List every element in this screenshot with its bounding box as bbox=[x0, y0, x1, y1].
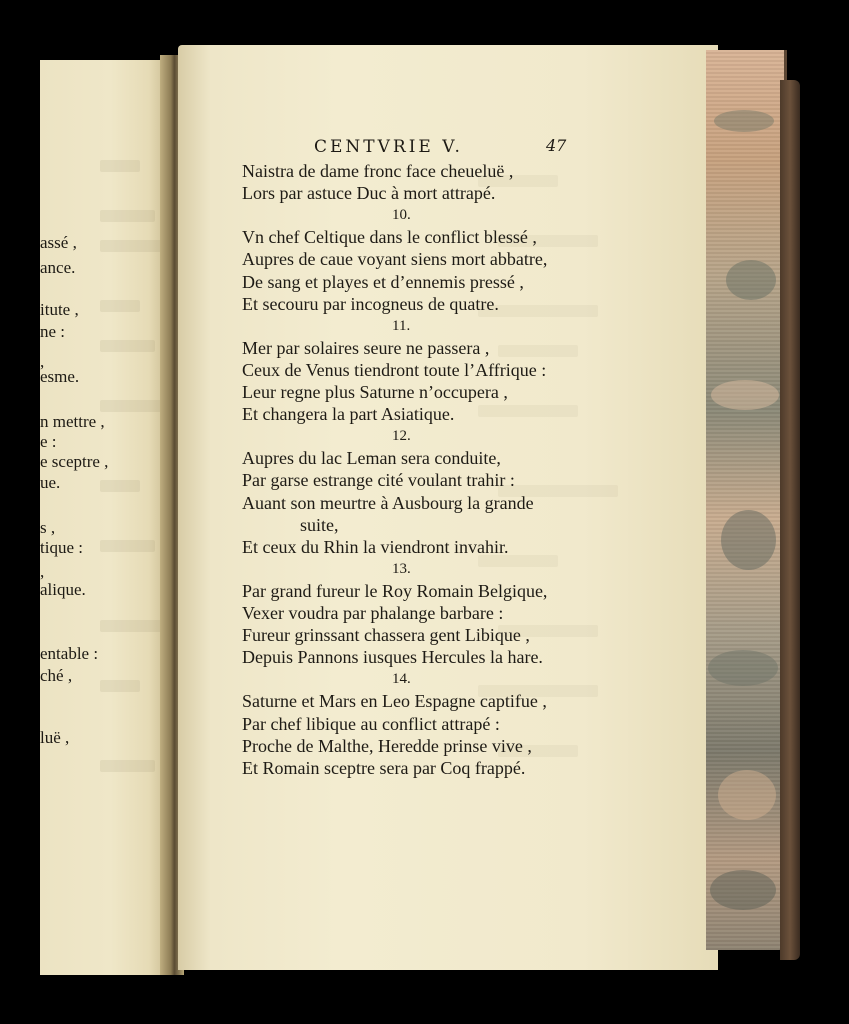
verse-line: Par grand fureur le Roy Romain Belgique, bbox=[242, 580, 548, 601]
verse-line: Ceux de Venus tiendront toute l’Affrique : bbox=[242, 359, 547, 380]
page-number: 47 bbox=[546, 136, 567, 155]
quatrain-number: 14. bbox=[392, 671, 411, 688]
show-through-mark bbox=[100, 240, 168, 252]
marble-swirl bbox=[714, 110, 774, 132]
marbled-page-edges bbox=[706, 50, 787, 950]
left-page-fragment: , bbox=[40, 352, 45, 371]
verse-line: Aupres de caue voyant siens mort abbatre, bbox=[242, 249, 548, 270]
marble-swirl bbox=[708, 650, 778, 686]
left-page-fragment: assé , bbox=[40, 233, 77, 252]
show-through-mark bbox=[100, 760, 155, 772]
left-page-fragment: ché , bbox=[40, 666, 73, 685]
show-through-mark bbox=[100, 680, 140, 692]
verse-line: Proche de Malthe, Heredde prinse vive , bbox=[242, 735, 532, 756]
left-page-fragment: ue. bbox=[40, 473, 61, 492]
verse-line: Et secouru par incogneus de quatre. bbox=[242, 293, 499, 314]
show-through-mark bbox=[100, 620, 168, 632]
verse-line: Leur regne plus Saturne n’occupera , bbox=[242, 382, 508, 402]
show-through-mark bbox=[478, 405, 578, 417]
verse-line: Fureur grinssant chassera gent Libique , bbox=[242, 625, 530, 646]
left-page-fragment: ne : bbox=[40, 322, 66, 341]
verse-line: Mer par solaires seure ne passera , bbox=[242, 337, 490, 358]
right-page bbox=[178, 45, 718, 970]
show-through-mark bbox=[100, 340, 155, 352]
verse-line: Et changera la part Asiatique. bbox=[242, 404, 455, 425]
verse-line: Lors par astuce Duc à mort attrapé. bbox=[242, 183, 496, 204]
quatrain-number: 12. bbox=[392, 428, 411, 445]
left-page-fragment: e : bbox=[40, 432, 57, 451]
left-page-fragment: itute , bbox=[40, 300, 79, 319]
marble-swirl bbox=[718, 770, 776, 820]
show-through-mark bbox=[100, 400, 168, 412]
left-page-fragment: n mettre , bbox=[40, 412, 105, 431]
quatrain-number: 11. bbox=[392, 317, 411, 334]
left-page bbox=[40, 60, 168, 975]
verse-line: Vn chef Celtique dans le conflict blessé , bbox=[242, 227, 537, 248]
marble-swirl bbox=[726, 260, 776, 300]
verse-line: Vexer voudra par phalange barbare : bbox=[242, 603, 504, 623]
left-page-fragment: esme. bbox=[40, 367, 80, 386]
verse-line: Par chef libique au conflict attrapé : bbox=[242, 713, 500, 734]
verse-line: Aupres du lac Leman sera conduite, bbox=[242, 448, 501, 469]
left-page-fragment: alique. bbox=[40, 580, 86, 599]
show-through-mark bbox=[498, 345, 578, 357]
left-page-fragment: luë , bbox=[40, 728, 70, 747]
marble-swirl bbox=[710, 870, 776, 910]
quatrain-number: 10. bbox=[392, 207, 411, 224]
marble-swirl bbox=[721, 510, 776, 570]
verse-line: De sang et playes et d’ennemis pressé , bbox=[242, 271, 524, 292]
verse-line: Par garse estrange cité voulant trahir : bbox=[242, 470, 515, 491]
show-through-mark bbox=[100, 160, 140, 172]
running-head: CENTVRIE V. bbox=[314, 137, 463, 157]
verse-line: Et ceux du Rhin la viendront invahir. bbox=[242, 536, 509, 557]
left-page-fragment: tique : bbox=[40, 538, 83, 557]
left-page-fragment: ance. bbox=[40, 258, 76, 277]
left-page-fragment: s , bbox=[40, 518, 56, 537]
show-through-mark bbox=[100, 540, 155, 552]
left-page-fragment: e sceptre , bbox=[40, 452, 109, 471]
verse-line: Depuis Pannons iusques Hercules la hare. bbox=[242, 647, 543, 668]
verse-line: Naistra de dame fronc face cheueluë , bbox=[242, 161, 514, 181]
left-page-fragment: , bbox=[40, 562, 45, 581]
marble-swirl bbox=[711, 380, 779, 410]
verse-line: Et Romain sceptre sera par Coq frappé. bbox=[242, 757, 526, 778]
left-page-fragment: entable : bbox=[40, 644, 99, 663]
verse-line: suite, bbox=[300, 514, 339, 535]
quatrain-number: 13. bbox=[392, 560, 411, 577]
show-through-mark bbox=[100, 300, 140, 312]
verse-line: Auant son meurtre à Ausbourg la grande bbox=[242, 492, 534, 513]
left-page-text bbox=[40, 60, 168, 975]
leather-cover-edge bbox=[780, 80, 800, 960]
show-through-mark bbox=[100, 210, 155, 222]
verse-line: Saturne et Mars en Leo Espagne captifue , bbox=[242, 691, 547, 712]
show-through-mark bbox=[100, 480, 140, 492]
